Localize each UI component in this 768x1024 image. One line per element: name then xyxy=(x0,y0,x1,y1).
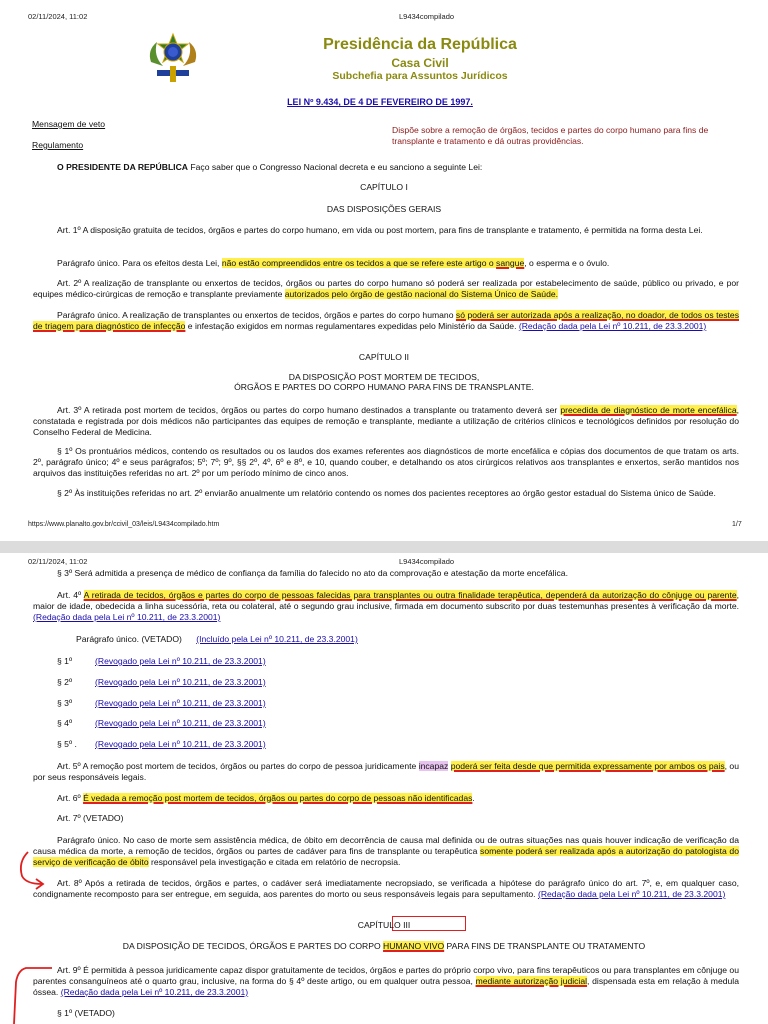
art3-highlight: precedida de diagnóstico de morte encefálica xyxy=(560,405,737,415)
org-subtitle: Casa Civil xyxy=(391,56,449,70)
coat-of-arms-icon xyxy=(143,32,203,84)
chapter-3-heading: CAPÍTULO III xyxy=(357,920,411,930)
print-header-title: L9434compilado xyxy=(399,12,455,21)
art4-text: , maior de idade, obedecida a linha sucessória, reta ou colateral, até o segundo grau inclusive, firmada em documento subscrito por duas testemunhas presentes à verificação da morte. xyxy=(33,590,740,611)
art6-highlight: É vedada a remoção post mortem de tecidos, órgãos ou partes do corpo de pessoas não identificadas xyxy=(83,793,473,803)
law-summary: Dispõe sobre a remoção de órgãos, tecidos e partes do corpo humano para fins de transplante e tratamento e dá outras providências. xyxy=(392,125,709,146)
chapter-2-title-line-1: DA DISPOSIÇÃO POST MORTEM DE TECIDOS, xyxy=(288,372,480,382)
art5-highlight-purple: incapaz xyxy=(418,761,449,771)
art1-pu-text: Parágrafo único. Para os efeitos desta Lei, xyxy=(57,258,222,268)
revoked-paragraph-2 xyxy=(57,677,266,688)
chapter-2-title-line-2: ÓRGÃOS E PARTES DO CORPO HUMANO PARA FINS DE TRANSPLANTE. xyxy=(234,382,534,392)
chapter-1-title: DAS DISPOSIÇÕES GERAIS xyxy=(326,204,442,214)
article-6 xyxy=(57,793,747,804)
art1-pu-highlight-underlined: sangue xyxy=(496,258,525,268)
regulation-link[interactable]: Regulamento xyxy=(32,140,84,150)
art3-text: Art. 3º A retirada post mortem de tecidos, órgãos ou partes do corpo humano destinados a transplante ou tratamento deverá ser xyxy=(57,405,561,415)
article-4 xyxy=(33,590,739,623)
article-7: Art. 7º (VETADO) xyxy=(57,813,124,823)
revoked-link[interactable]: (Revogado pela Lei nº 10.211, de 23.3.2001) xyxy=(95,718,266,728)
art2-pu-text-end: e infestação exigidos em normas regulamentares expedidas pelo Ministério da Saúde. xyxy=(185,321,517,331)
article-3 xyxy=(33,405,739,438)
cap3-title-text: DA DISPOSIÇÃO DE TECIDOS, ÓRGÃOS E PARTES DO CORPO xyxy=(122,941,384,951)
page-separator xyxy=(0,541,768,553)
chapter-2-heading: CAPÍTULO II xyxy=(358,352,410,362)
art5-text-end: , ou por seus responsáveis legais. xyxy=(33,761,739,782)
art2-pu-highlight: só poderá ser autorizada após a realização, no doador, de todos os testes de triagem para diagnóstico de infecção xyxy=(33,310,739,331)
art2-text: Art. 2º A realização de transplante ou enxertos de tecidos, órgãos ou partes do corpo humano só poderá ser realizada por estabelecimento de saúde, público ou privado, e por equipes médico-cirúrgicas de remoção e transplante previamente xyxy=(33,278,739,299)
article-1-sole-paragraph xyxy=(57,258,747,269)
art4-pu-included-link[interactable]: (Incluído pela Lei nº 10.211, de 23.3.2001) xyxy=(196,634,358,644)
print-header-title-2: L9434compilado xyxy=(399,557,455,566)
revoked-link[interactable]: (Revogado pela Lei nº 10.211, de 23.3.2001) xyxy=(95,739,266,749)
art4-amendment-link[interactable]: (Redação dada pela Lei nº 10.211, de 23.3.2001) xyxy=(33,612,221,622)
art6-label: Art. 6º xyxy=(57,793,84,803)
revoked-label: § 4º xyxy=(57,718,73,728)
art7-pu-text: Parágrafo único. No caso de morte sem assistência médica, de óbito em decorrência de causa mal definida ou de outras situações nas quais houver indicação de verificação da causa médica da morte, a remoção de tecidos, órgãos ou partes de cadáver para fins de transplante ou terapêutica xyxy=(33,835,739,856)
print-header-date-2: 02/11/2024, 11:02 xyxy=(28,557,88,566)
article-2 xyxy=(33,278,739,300)
art5-text: Art. 5º A remoção post mortem de tecidos, órgãos ou partes do corpo de pessoa juridicamente xyxy=(57,761,419,771)
article-7-sole-paragraph xyxy=(33,835,739,868)
art7-pu-highlight: somente poderá ser realizada após a autorização do patologista do serviço de verificação de óbito xyxy=(33,846,739,867)
veto-message-link[interactable]: Mensagem de veto xyxy=(32,119,106,129)
art9-text-end: , dispensada esta em relação à medula óssea. xyxy=(33,976,739,997)
revoked-label: § 1º xyxy=(57,656,73,666)
revoked-label: § 2º xyxy=(57,677,73,687)
article-9 xyxy=(33,965,739,998)
article-8 xyxy=(33,878,739,900)
art6-end: . xyxy=(472,793,475,803)
art3-text-end: , constatada e registrada por dois médicos não participantes das equipes de remoção e transplante, mediante a utilização de critérios clínicos e tecnológicos definidos por resolução do Conselho Federal de Medicina. xyxy=(33,405,739,437)
revoked-paragraph-1 xyxy=(57,656,266,667)
art4-label: Art. 4º xyxy=(57,590,84,600)
art9-amendment-link[interactable]: (Redação dada pela Lei nº 10.211, de 23.3.2001) xyxy=(60,987,249,997)
org-subtitle-2: Subchefia para Assuntos Jurídicos xyxy=(332,70,508,82)
cap3-title-text-end: PARA FINS DE TRANSPLANTE OU TRATAMENTO xyxy=(444,941,646,951)
preamble-bold: O PRESIDENTE DA REPÚBLICA xyxy=(57,162,188,172)
revoked-paragraph-3 xyxy=(57,698,266,709)
art2-pu-text: Parágrafo único. A realização de transplantes ou enxertos de tecidos, órgãos e partes do corpo humano xyxy=(57,310,456,320)
art8-text: Art. 8º Após a retirada de tecidos, órgãos e partes, o cadáver será imediatamente necropsiado, se verificada a hipótese do parágrafo único do art. 7º, e, em qualquer caso, condignamente recomposto para ser entregue, em seguida, aos parentes do morto ou seus responsáveis legais para sepultamento. xyxy=(33,878,739,899)
article-5 xyxy=(33,761,739,783)
article-2-sole-paragraph xyxy=(33,310,739,332)
art1-pu-text-end: , o esperma e o óvulo. xyxy=(524,258,610,268)
chapter-1-heading: CAPÍTULO I xyxy=(360,182,408,192)
revoked-link[interactable]: (Revogado pela Lei nº 10.211, de 23.3.2001) xyxy=(95,656,266,666)
chapter-3-title xyxy=(0,941,768,952)
revoked-label: § 3º xyxy=(57,698,73,708)
law-title-link[interactable]: LEI Nº 9.434, DE 4 DE FEVEREIRO DE 1997. xyxy=(287,97,473,107)
print-footer-page: 1/7 xyxy=(732,521,742,528)
art5-highlight: poderá ser feita desde que permitida expressamente por ambos os pais xyxy=(450,761,725,771)
article-3-paragraph-2: § 2º Às instituições referidas no art. 2º enviarão anualmente um relatório contendo os nomes dos pacientes receptores ao órgão gestor estadual do Sistema único de Saúde. xyxy=(57,488,716,498)
art7-pu-text-end: responsável pela investigação e citada em relatório de necropsia. xyxy=(148,857,401,867)
org-title: Presidência da República xyxy=(323,36,517,53)
art2-pu-amendment-link[interactable]: (Redação dada pela Lei nº 10.211, de 23.3.2001) xyxy=(518,321,707,331)
print-header-date: 02/11/2024, 11:02 xyxy=(28,12,88,21)
article-9-paragraph-1: § 1º (VETADO) xyxy=(57,1008,115,1018)
art2-highlight: autorizados pelo órgão de gestão nacional do Sistema Único de Saúde. xyxy=(284,289,559,299)
revoked-paragraph-4 xyxy=(57,718,266,729)
preamble xyxy=(57,162,747,173)
art9-text: Art. 9º É permitida à pessoa juridicamente capaz dispor gratuitamente de tecidos, órgãos e partes do próprio corpo vivo, para fins terapêuticos ou para transplantes em cônjuge ou parentes consanguíneos até o quarto grau, inclusive, na forma do § 4º deste artigo, ou em qualquer outra pessoa, xyxy=(33,965,739,986)
preamble-text: Faço saber que o Congresso Nacional decreta e eu sanciono a seguinte Lei: xyxy=(188,162,483,172)
article-3-paragraph-1: § 1º Os prontuários médicos, contendo os resultados ou os laudos dos exames referentes aos diagnósticos de morte encefálica e cópias dos documentos de que tratam os arts. 2º, parágrafo único; 4º e seus parágrafos; 5º; 7º; 9º, §§ 2º, 4º, 6º e 8º, e 10, quando couber, e detalhando os atos cirúrgicos relativos aos transplantes e enxertos, serão mantidos nos arquivos das instituições referidas no art. 2º por um período mínimo de cinco anos. xyxy=(33,446,739,478)
cap3-title-highlight: HUMANO VIVO xyxy=(383,941,445,951)
print-footer-url: https://www.planalto.gov.br/ccivil_03/leis/L9434compilado.htm xyxy=(28,521,220,528)
article-3-paragraph-3: § 3º Será admitida a presença de médico de confiança da família do falecido no ato da comprovação e atestação da morte encefálica. xyxy=(57,568,568,578)
art4-highlight: A retirada de tecidos, órgãos e partes do corpo de pessoas falecidas para transplantes ou outra finalidade terapêutica, dependerá da autorização do cônjuge ou parente xyxy=(83,590,737,600)
revoked-link[interactable]: (Revogado pela Lei nº 10.211, de 23.3.2001) xyxy=(95,677,266,687)
art8-amendment-link[interactable]: (Redação dada pela Lei nº 10.211, de 23.3.2001) xyxy=(537,889,726,899)
revoked-label: § 5º . xyxy=(57,739,77,749)
article-4-sole-paragraph xyxy=(76,634,726,645)
art9-highlight: mediante autorização judicial xyxy=(475,976,588,986)
revoked-link[interactable]: (Revogado pela Lei nº 10.211, de 23.3.2001) xyxy=(95,698,266,708)
art1-pu-highlight: não estão compreendidos entre os tecidos a que se refere este artigo o xyxy=(221,258,497,268)
article-1: Art. 1º A disposição gratuita de tecidos, órgãos e partes do corpo humano, em vida ou post mortem, para fins de transplante e tratamento, é permitida na forma desta Lei. xyxy=(57,225,703,235)
revoked-paragraph-5 xyxy=(57,739,266,750)
art4-pu-text: Parágrafo único. (VETADO) xyxy=(76,634,182,644)
